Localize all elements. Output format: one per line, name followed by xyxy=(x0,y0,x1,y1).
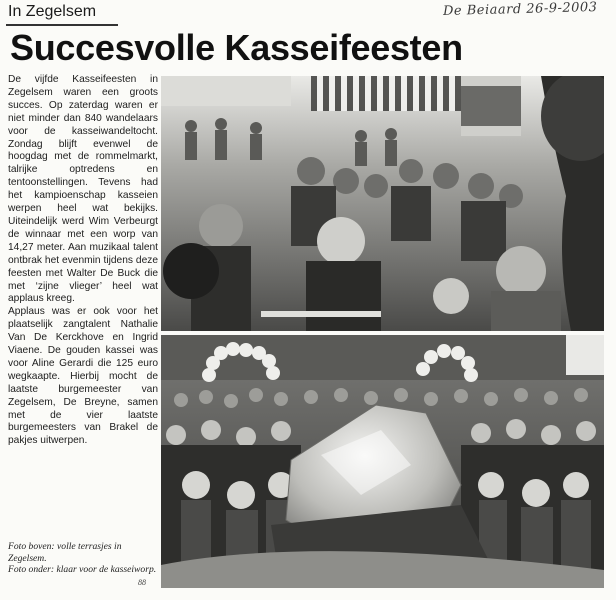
section-rule xyxy=(6,24,118,26)
photo-captions xyxy=(8,541,158,576)
photo-terrace-crowd xyxy=(161,76,604,331)
body-paragraph: Applaus was er ook voor het plaatselijk zangtalent Nathalie Van De Kerckhove en Ingrid Viaene. De gouden kassei was voor Aline Gerardi die 125 euro wegkaapte. Hierbij mocht de laatste burgemeester van Zegelsem, De Breyne, samen met de vier laatste burgemeesters van Brakel de pakjes uitwerpen. xyxy=(8,306,158,447)
section-label: In Zegelsem xyxy=(8,3,97,20)
photo-cobblestone-crowd xyxy=(161,335,604,588)
page-code: 88 xyxy=(138,578,146,587)
headline: Succesvolle Kasseifeesten xyxy=(10,27,463,68)
caption-bottom: Foto onder: klaar voor de kasseiworp. xyxy=(8,564,157,575)
photo-terrace-graphic xyxy=(161,76,604,331)
photo-cobblestone-graphic xyxy=(161,335,604,588)
handwritten-date-note: De Beiaard 26-9-2003 xyxy=(443,0,599,20)
body-paragraph: De vijfde Kasseifeesten in Zegelsem waren een groots succes. Op zaterdag waren er niet minder dan 840 wandelaars voor de kasseiwandeltocht. Zondag blijft evenwel de hoogdag met de rommelmarkt, talrijke optredens en tentoonstellingen. Tevens had het kampioenschap kasseien werpen heel wat bekijks. Uiteindelijk werd Wim Verbeurgt de winnaar met een worp van 14,27 meter. Aan muzikaal talent ontbrak het evenmin tijdens deze feesten met Walter De Buck die met ‘zijne vlieger’ heel wat applaus kreeg. xyxy=(8,74,158,305)
caption-top: Foto boven: volle terrasjes in Zegelsem. xyxy=(8,541,122,564)
article-body xyxy=(8,74,158,448)
